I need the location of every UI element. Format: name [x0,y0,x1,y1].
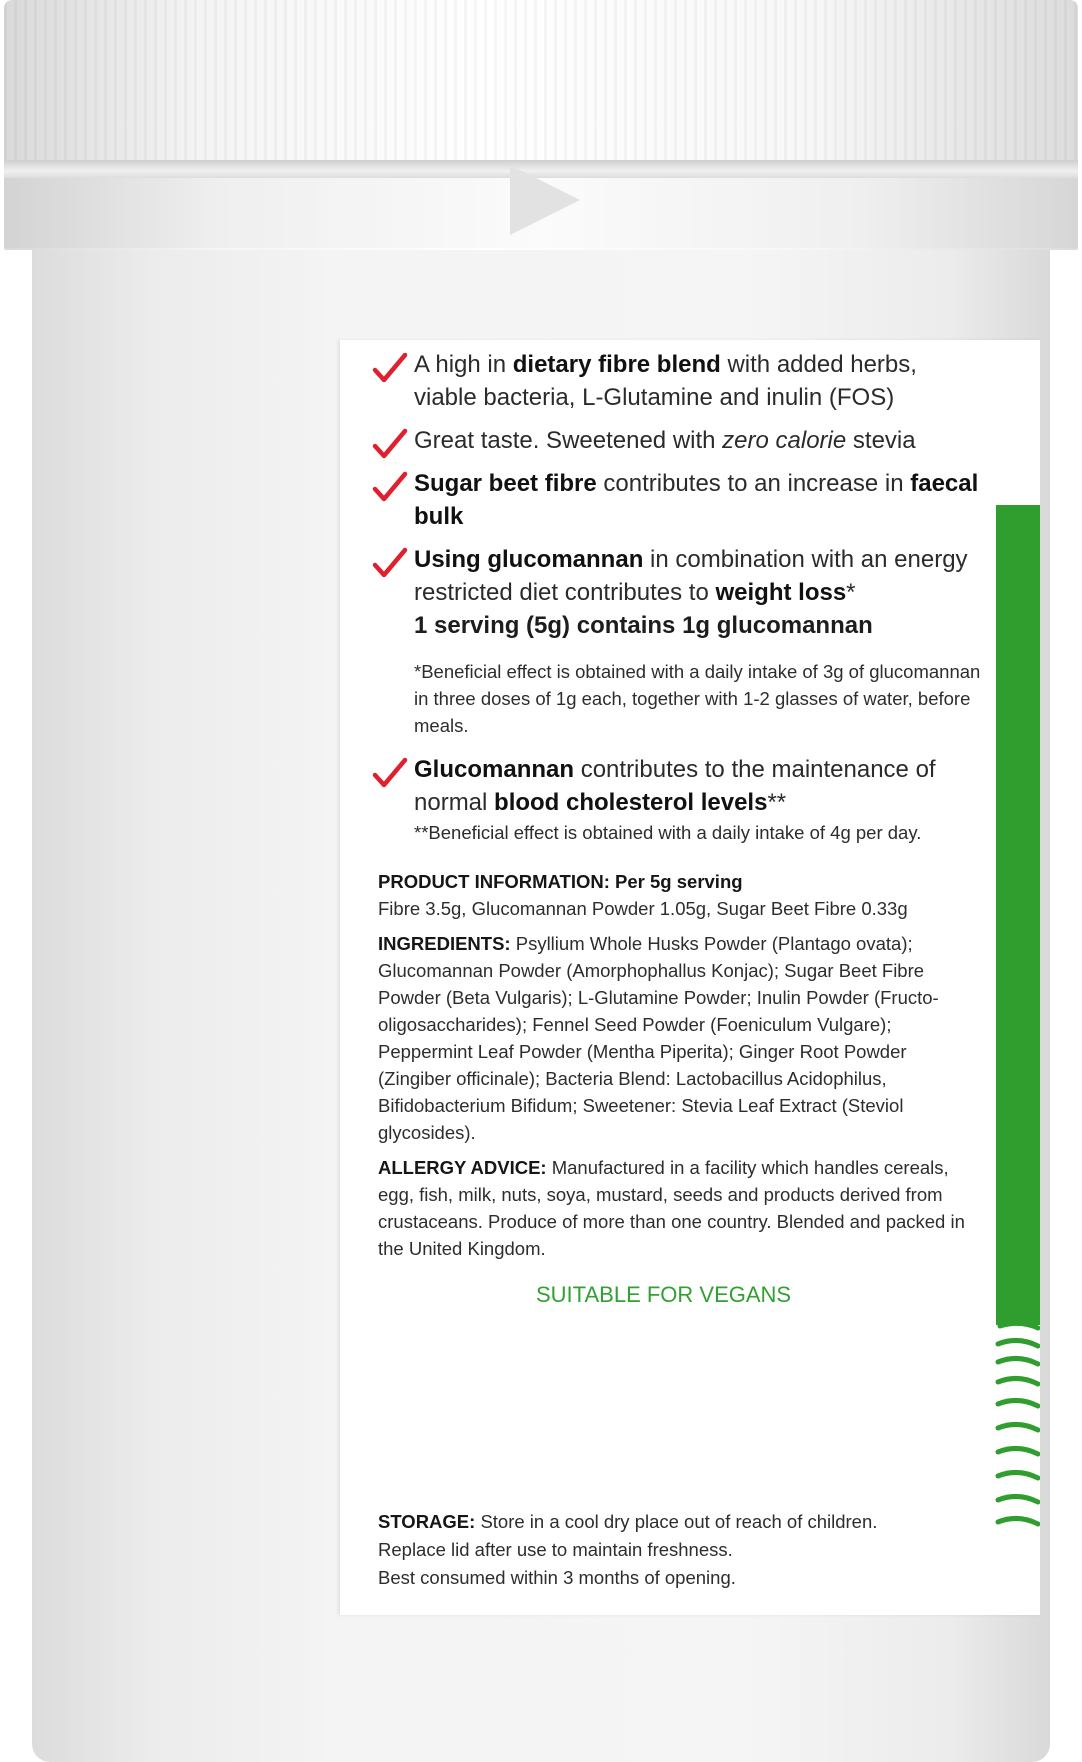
check-icon [372,757,408,789]
label-green-stripe [996,505,1040,1325]
allergy-advice: ALLERGY ADVICE: Manufactured in a facility which handles cereals, egg, fish, milk, nuts, soya, mustard, seeds and products derived from crustaceans. Produce of more than one country. Blended and packed in the United Kingdom. [378,1157,965,1259]
label-green-curves [980,1320,1040,1530]
storage-info: STORAGE: Store in a cool dry place out of reach of children. Replace lid after use to maintain freshness. Best consumed within 3 months of opening. [378,1511,878,1588]
check-icon [372,547,408,579]
check-icon [372,471,408,503]
product-information: PRODUCT INFORMATION: Per 5g serving Fibre 3.5g, Glucomannan Powder 1.05g, Sugar Beet Fibre 0.33g [378,871,908,919]
lid-arrow-icon [510,165,580,235]
product-details [378,868,978,1270]
claim-fibre-blend: A high in dietary fibre blend with added herbs, viable bacteria, L-Glutamine and inulin (FOS) [372,348,982,414]
claims-list [372,348,982,846]
serving-note: 1 serving (5g) contains 1g glucomannan [414,612,873,639]
claim-weight-loss: Using glucomannan in combination with an energy restricted diet contributes to weight loss* 1 serving (5g) contains 1g glucomannan [372,543,982,642]
cholesterol-footnote: **Beneficial effect is obtained with a daily intake of 4g per day. [414,822,922,843]
claim-taste: Great taste. Sweetened with zero calorie stevia [372,424,982,457]
vegan-badge: SUITABLE FOR VEGANS [536,1282,792,1307]
check-icon [372,352,408,384]
claim-cholesterol: Glucomannan contributes to the maintenance of normal blood cholesterol levels** [372,753,982,819]
claim-sugar-beet: Sugar beet fibre contributes to an increase in faecal bulk [372,467,982,533]
check-icon [372,428,408,460]
ingredients: INGREDIENTS: Psyllium Whole Husks Powder (Plantago ovata); Glucomannan Powder (Amorphophallus Konjac); Sugar Beet Fibre Powder (Beta Vulgaris); L-Glutamine Powder; Inulin Powder (Fructo-oligosaccharides); Fennel Seed Powder (Foeniculum Vulgare); Peppermint Leaf Powder (Mentha Piperita); Ginger Root Powder (Zingiber officinale); Bacteria Blend: Lactobacillus Acidophilus, Bifidobacterium Bifidum; Sweetener: Stevia Leaf Extract (Steviol glycosides). [378,933,939,1143]
weight-loss-footnote: *Beneficial effect is obtained with a daily intake of 3g of glucomannan in three doses of 1g each, together with 1-2 glasses of water, before meals. [414,661,981,736]
lid-ribs [4,0,1078,160]
